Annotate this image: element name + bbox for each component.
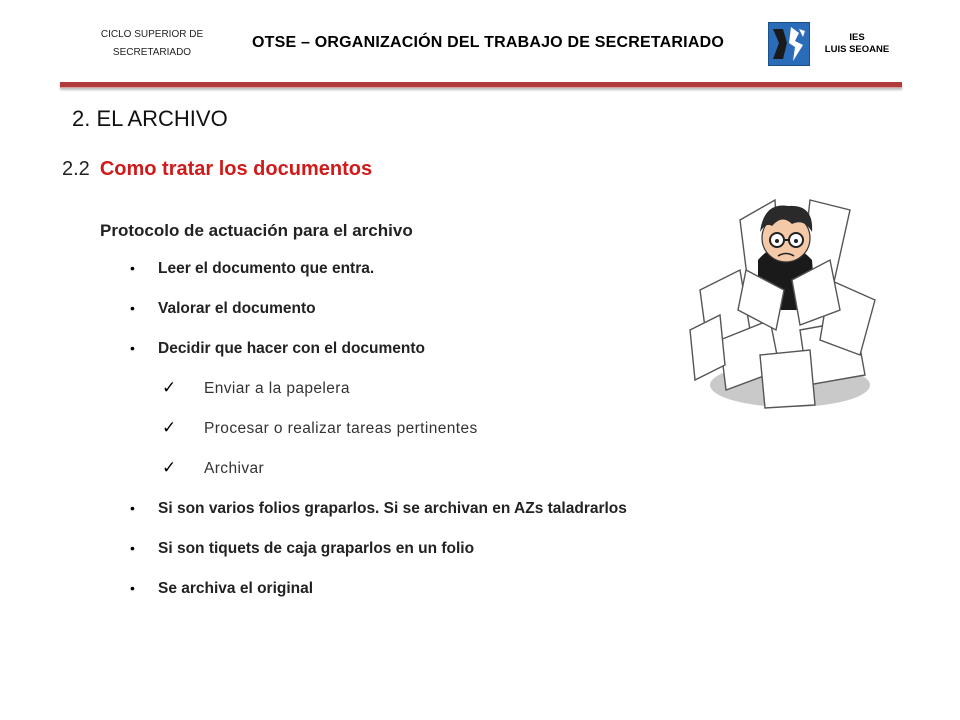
bullet-list-item	[130, 296, 750, 336]
program-name-line2: SECRETARIADO	[112, 47, 192, 58]
list-item-text: Leer el documento que entra.	[158, 260, 375, 277]
subsection-title: Como tratar los documentos	[99, 158, 373, 180]
list-item-text: Si son tiquets de caja graparlos en un folio	[158, 540, 475, 557]
list-item-text: Archivar	[204, 460, 265, 477]
list-item-text: Decidir que hacer con el documento	[158, 340, 426, 357]
overwhelmed-person-illustration	[680, 180, 890, 420]
checklist-item	[130, 376, 750, 416]
bullet-list-item	[130, 496, 750, 536]
school-name-line2: LUIS SEOANE	[824, 44, 890, 55]
checkmark-icon: ✓	[162, 458, 177, 477]
bullet-icon: •	[130, 300, 135, 316]
header-divider	[60, 82, 902, 88]
school-name-line1: IES	[849, 32, 865, 43]
subsection-heading	[62, 158, 372, 181]
checkmark-icon: ✓	[162, 418, 177, 437]
list-item-text: Enviar a la papelera	[204, 380, 350, 397]
school-logo-icon	[768, 22, 810, 66]
bullet-list-item	[130, 336, 750, 376]
bullet-icon: •	[130, 500, 135, 516]
bullet-icon: •	[130, 340, 135, 356]
protocol-list	[130, 256, 750, 616]
subsection-number: 2.2	[62, 158, 90, 180]
list-item-text: Se archiva el original	[158, 580, 314, 597]
checklist-item	[130, 456, 750, 496]
checklist-item	[130, 416, 750, 456]
protocol-heading: Protocolo de actuación para el archivo	[100, 221, 413, 240]
bullet-icon: •	[130, 260, 135, 276]
bullet-icon: •	[130, 540, 135, 556]
program-name-line1: CICLO SUPERIOR DE	[100, 29, 204, 40]
checkmark-icon: ✓	[162, 378, 177, 397]
bullet-icon: •	[130, 580, 135, 596]
program-name	[82, 26, 222, 62]
bullet-list-item	[130, 536, 750, 576]
section-title: 2. EL ARCHIVO	[72, 106, 228, 131]
course-title: OTSE – ORGANIZACIÓN DEL TRABAJO DE SECRETARIADO	[252, 34, 724, 51]
list-item-text: Procesar o realizar tareas pertinentes	[204, 420, 478, 437]
list-item-text: Si son varios folios graparlos. Si se archivan en AZs taladrarlos	[158, 500, 627, 517]
bullet-list-item	[130, 256, 750, 296]
school-name	[812, 32, 902, 56]
list-item-text: Valorar el documento	[158, 300, 316, 317]
bullet-list-item	[130, 576, 750, 616]
